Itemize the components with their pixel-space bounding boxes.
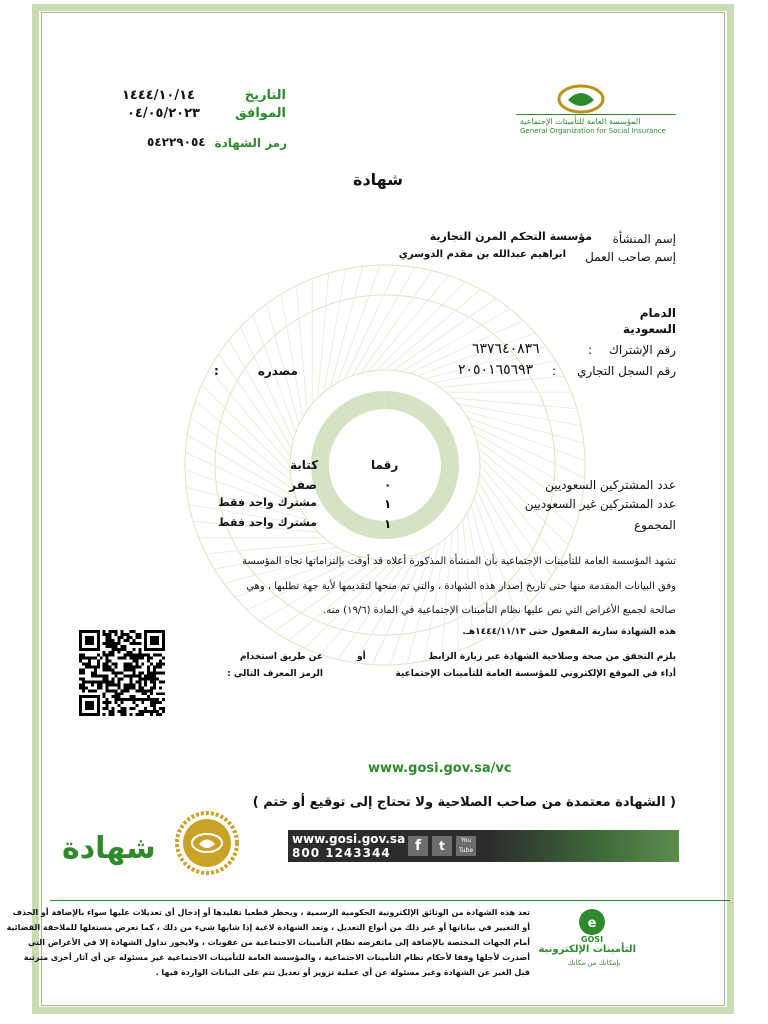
verify-or: أو	[357, 652, 366, 662]
org-name-en: General Organization for Social Insurance	[520, 127, 666, 135]
establishment-value: مؤسسة التحكم المرن التجارية	[429, 230, 592, 243]
shahada-logo	[62, 808, 247, 878]
source-label: مصدره	[257, 364, 298, 378]
footer-line-5: قبل الغير عن الشهادة وغير مسئولة عن أي عملية تزوير أو تعديل تتم على البيانات الواردة فيها .	[155, 968, 530, 977]
date-value: ١٤٤٤/١٠/١٤	[122, 88, 195, 103]
city: الدمام	[639, 306, 676, 320]
twitter-icon[interactable]: t	[432, 836, 452, 856]
qr-code[interactable]	[79, 630, 165, 716]
corresponding-label: الموافق	[235, 106, 286, 121]
footer-line-4: أصدرت لأجلها وفقا لأحكام نظام التأمينات الاجتماعية ، والمؤسسة العامة للتأمينات الاجتماعية غير مسئوله عن أي آثار أخرى مترتبة	[23, 953, 530, 962]
cr-label: رقم السجل التجاري	[577, 364, 676, 378]
body-line-3: صالحة لجميع الأغراض التي نص عليها نظام التأمينات الإجتماعية في المادة (١٩/٦) منه.	[323, 605, 676, 616]
org-name-ar: المؤسسة العامة للتأمينات الإجتماعية	[520, 117, 641, 126]
banner-website[interactable]: www.gosi.gov.sa	[292, 832, 406, 846]
owner-value: ابراهيم عبدالله بن مقدم الدوسري	[398, 249, 566, 260]
row-number: ١	[384, 517, 392, 531]
row-label: عدد المشتركين غير السعوديين	[524, 497, 676, 511]
date-label: التاريخ	[244, 88, 286, 103]
col-text-header: كتابة	[290, 458, 319, 472]
banner-stripes	[488, 830, 679, 862]
validity-text: هذه الشهادة سارية المفعول حتى ١٤٤٤/١١/١٣هـ.	[462, 627, 676, 637]
country: السعودية	[622, 322, 676, 336]
footer-line-3: أمام الجهات المختصة بالإضافة إلى ماتفرضه نظام التأمينات الاجتماعية من عقوبات ، ولايجوز تداول الشهادة إلا في الأغراض التي	[27, 938, 530, 947]
contact-banner	[288, 830, 679, 862]
row-number: ٠	[384, 478, 392, 492]
verify-line-4: الرمز المعرف التالي :	[227, 669, 323, 679]
cr-value: ٢٠٥٠١٦٥٦٩٣	[458, 362, 534, 378]
verify-line-3: أداء في الموقع الإلكتروني للمؤسسة العامة للتأمينات الإجتماعية	[395, 669, 676, 679]
banner-phone: 800 1243344	[292, 846, 391, 860]
establishment-label: إسم المنشأة	[612, 232, 676, 246]
row-label: عدد المشتركين السعوديين	[545, 478, 676, 492]
egosi-tagline: بإمكانك من مكانك	[567, 959, 621, 967]
row-text: مشترك واحد فقط	[218, 516, 317, 529]
row-label: المجموع	[634, 518, 676, 532]
body-line-1: تشهد المؤسسة العامة للتأمينات الإجتماعية بأن المنشأة المذكورة أعلاه قد أوفت بإلتزاماتها تجاه المؤسسة	[242, 556, 676, 567]
row-text: مشترك واحد فقط	[218, 496, 317, 509]
col-number-header: رقما	[371, 458, 399, 472]
certificate-page: المؤسسة العامة للتأمينات الإجتماعية General Organization for Social Insurance التاريخ ١٤٤٤/١٠/١٤ الموافق ٠٤/٠٥/٢٠٢٣ رمز الشهادة ٥٤٢٢٩٠٥٤ شهادة إسم المنشأة مؤسسة التحكم المرن التجارية إسم صاحب العمل ابراهيم عبدالله بن مقدم الدوسري الدمام السعودية رقم الإشتراك : ٦٣٧٦٤٠٨٣٦ رقم السجل التجاري : ٢٠٥٠١٦٥٦٩٣ مصدره : رقما كتابة عدد المشتركين السعوديين ٠ صفر عدد المشتركين غير السعوديين ١ مشترك واحد فقط المجموع ١ مشترك واحد فقط تشهد المؤسسة العامة للتأمينات الإجتماعية بأن المنشأة المذكورة أعلاه قد أوفت بإلتزاماتها تجاه المؤسسة وفق البيانات المقدمة منها حتى تاريخ إصدار هذه الشهادة ، والتي تم منحها لتقديمها لأية جهة تطلبها ، وهي صالحة لجميع الأغراض التي نص عليها نظام التأمينات الإجتماعية في المادة (١٩/٦) منه. هذه الشهادة سارية المفعول حتى ١٤٤٤/١١/١٣هـ. يلزم التحقق من صحة وصلاحية الشهادة عبر زيارة الرابط أو عن طريق استخدام أداء في الموقع الإلكتروني للمؤسسة العامة للتأمينات الإجتماعية الرمز المعرف التالي : www.gosi.gov.sa/vc ( الشهادة معتمدة من صاحب الصلاحية ولا تحتاج إلى توقيع أو ختم ) شهادة www.gosi.gov.sa 800 1243344 f t You Tube e GOSI التأمينات الإلكترونية بإمكانك من مكانك تعد هذه الشهادة من الوثائق الإلكترونية الحكومية الرسمية ، ويحظر قطعيا تقليدها أو إدخال أي تعديلات عليها سواء بالإضافة أو الحذف أو التغيير في بياناتها أو غير ذلك من أنواع التعديل ، وتعد الشهادة لاغية إذا شابها شيء من ذلك ، كما تعرض مستغلها للملاحقة القضائية أمام الجهات المختصة بالإضافة إلى ماتفرضه نظام التأمينات الاجتماعية من عقوبات ، ولايجوز تداول الشهادة إلا في الأغراض التي أصدرت لأجلها وفقا لأحكام نظام التأمينات الاجتماعية ، والمؤسسة العامة للتأمينات الاجتماعية غير مسئوله عن أي آثار أخرى مترتبة قبل الغير عن الشهادة وغير مسئولة عن أي عملية تزوير أو تعديل تتم على البيانات الواردة فيها .	[0, 0, 768, 1024]
corresponding-value: ٠٤/٠٥/٢٠٢٣	[127, 106, 200, 121]
row-number: ١	[384, 497, 392, 511]
facebook-icon[interactable]: f	[408, 836, 428, 856]
subscription-label: رقم الإشتراك	[608, 343, 676, 357]
subscription-value: ٦٣٧٦٤٠٨٣٦	[472, 341, 540, 357]
verify-line-2: عن طريق استخدام	[239, 652, 323, 662]
cert-code-label: رمز الشهادة	[214, 136, 287, 150]
svg-text:e: e	[587, 916, 597, 931]
svg-text:GOSI: GOSI	[580, 935, 604, 944]
footer-line-1: تعد هذه الشهادة من الوثائق الإلكترونية الحكومية الرسمية ، ويحظر قطعيا تقليدها أو إدخال أي تعديلات عليها سواء بالإضافة أو الحذف	[12, 908, 530, 917]
footer-line-2: أو التغيير في بياناتها أو غير ذلك من أنواع التعديل ، وتعد الشهادة لاغية إذا شابها شيء من ذلك ، كما تعرض مستغلها للملاحقة القضائية	[6, 923, 530, 932]
row-text: صفر	[289, 478, 317, 492]
approval-note: ( الشهادة معتمدة من صاحب الصلاحية ولا تحتاج إلى توقيع أو ختم )	[252, 795, 676, 810]
shahada-logo-text: شهادة	[62, 831, 156, 866]
body-line-2: وفق البيانات المقدمة منها حتى تاريخ إصدار هذه الشهادة ، والتي تم منحها لتقديمها لأية جهة تطلبها ، وهي	[246, 581, 676, 592]
cert-code-value: ٥٤٢٢٩٠٥٤	[147, 135, 206, 149]
verify-line-1: يلزم التحقق من صحة وصلاحية الشهادة عبر زيارة الرابط	[428, 652, 676, 662]
egosi-name: التأمينات الإلكترونية	[538, 944, 636, 955]
footer-divider	[50, 900, 730, 901]
verification-link[interactable]: www.gosi.gov.sa/vc	[368, 761, 512, 776]
owner-label: إسم صاحب العمل	[585, 250, 676, 264]
youtube-icon[interactable]: You Tube	[456, 836, 476, 856]
page-title: شهادة	[353, 170, 403, 189]
